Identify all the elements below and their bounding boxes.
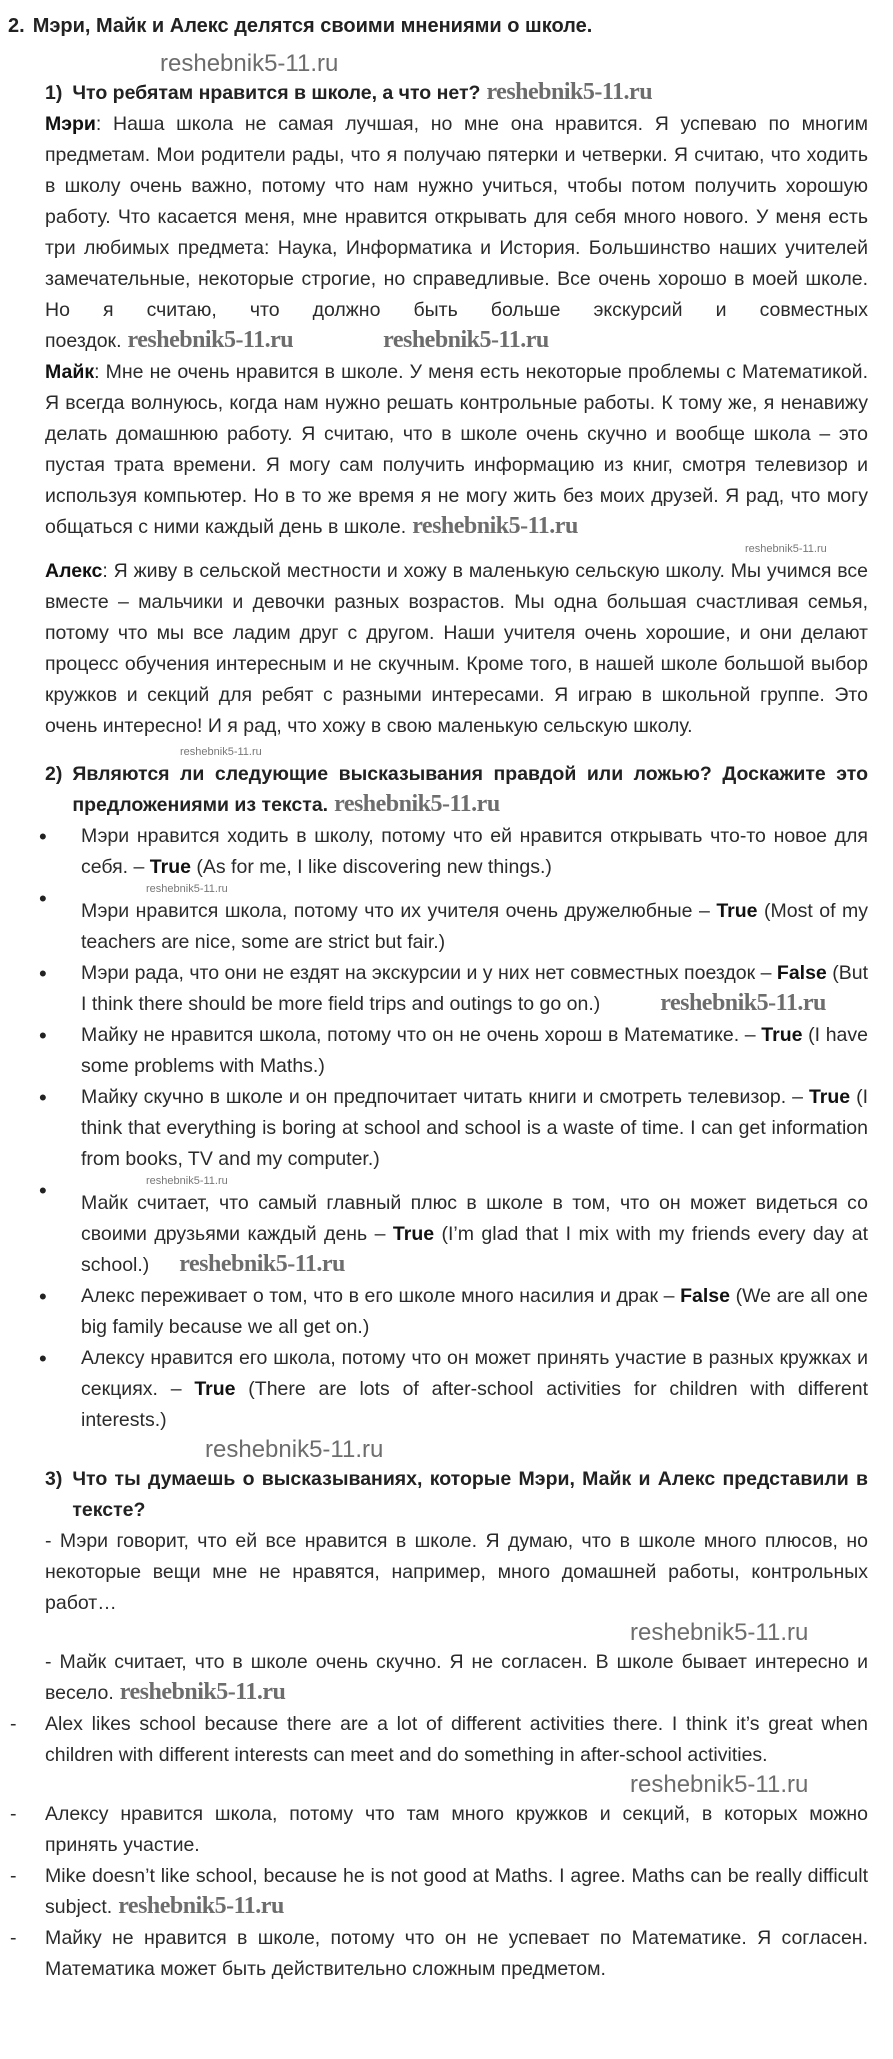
watermark: • reshebnik5-11.ru — [146, 1175, 228, 1187]
answer-item — [10, 1799, 868, 1861]
watermark: reshebnik5-11.ru — [660, 990, 826, 1016]
statement: Алекс переживает о том, что в его школе много насилия и драк – — [81, 1285, 681, 1307]
dash-marker: - — [10, 1927, 17, 1949]
evidence: (As for me, I like discovering new things.) — [190, 856, 552, 878]
answer-item — [10, 1709, 868, 1771]
list-item — [45, 1020, 868, 1082]
answer-text: Майк считает, что в школе очень скучно. Я не согласен. В школе бывает интересно и весело. — [45, 1651, 868, 1704]
answer-item — [10, 1923, 868, 1985]
watermark: reshebnik5-11.ru — [630, 1619, 809, 1646]
paragraph-text: : Я живу в сельской местности и хожу в маленькую сельскую школу. Мы учимся все вместе – мальчики и девочки разных возрастов. Мы одна большая счастливая семья, потому что мы все ладим друг с другом. Наши учителя очень хорошие, и они делают процесс обучения интересным и не скучным. Кроме того, в нашей школе большой выбор кружков и секций для ребят с разными интересами. Я играю в школьной группе. Это очень интересно! И я рад, что хожу в свою маленькую сельскую школу. — [45, 560, 868, 737]
watermark: • reshebnik5-11.ru — [146, 883, 228, 895]
evidence: (I think that everything is boring at school and school is a waste of time. I can get information from books, TV and my computer.) — [81, 1086, 868, 1170]
paragraph-text: : Мне не очень нравится в школе. У меня есть некоторые проблемы с Математикой. Я всегда волнуюсь, когда нам нужно решать контрольные работы. К тому же, я ненавижу делать домашнюю работу. Я считаю, что в школе очень скучно и вообще школа – это пустая трата времени. Я могу сам получить информацию из книг, смотря телевизор и используя компьютер. Но в то же время я не могу жить без моих друзей. Я рад, что могу общаться с ними каждый день в школе. — [45, 361, 868, 538]
statement: Майку не нравится школа, потому что он не очень хорош в Математике. – — [81, 1024, 762, 1046]
statement: Мэри нравится школа, потому что их учителя очень дружелюбные – — [81, 900, 717, 922]
evidence: (There are lots of after-school activities for children with different interests.) — [81, 1378, 868, 1431]
answer-text: Mike doesn’t like school, because he is not good at Maths. I agree. Maths can be really difficult subject. — [45, 1865, 868, 1918]
part3-question — [45, 1464, 868, 1526]
evidence: (I have some problems with Maths.) — [81, 1024, 868, 1077]
verdict: False — [680, 1285, 730, 1307]
answer-text: Майку не нравится в школе, потому что он не успевает по Математике. Я согласен. Математика может быть действительно сложным предметом. — [45, 1927, 868, 1980]
part2-question — [45, 759, 868, 821]
watermark: reshebnik5-11.ru — [630, 1771, 809, 1798]
answer-item — [45, 1526, 868, 1619]
exercise-number: 2. — [8, 15, 25, 37]
verdict: True — [194, 1378, 236, 1400]
watermark: reshebnik5-11.ru — [334, 791, 500, 817]
answer-text: Мэри говорит, что ей все нравится в школе. Я думаю, что в школе много плюсов, но некоторые вещи мне не нравятся, например, много домашней работы, контрольных работ… — [45, 1530, 868, 1614]
part2-number: 2) — [45, 763, 63, 785]
statement: Майк считает, что самый главный плюс в школе в том, что он может видеться со своими друзьями каждый день – — [81, 1192, 868, 1245]
answer-item — [10, 1861, 868, 1923]
dash-marker: - — [45, 1530, 52, 1552]
answer-text: Алексу нравится школа, потому что там много кружков и секций, в которых можно принять участие. — [45, 1803, 868, 1856]
statement: Мэри нравится ходить в школу, потому что ей нравится открывать что-то новое для себя. – — [81, 825, 868, 878]
part3-section — [10, 1464, 868, 1985]
watermark: reshebnik5-11.ru — [179, 1251, 345, 1277]
paragraph-text: : Наша школа не самая лучшая, но мне она нравится. Я успеваю по многим предметам. Мои родители рады, что я получаю пятерки и четверки. Я считаю, что ходить в школу очень важно, потому что нам нужно учиться, чтобы потом получить хорошую работу. Что касается меня, мне нравится открывать для себя много нового. У меня есть три любимых предмета: Наука, Информатика и История. Большинство наших учителей замечательные, некоторые строгие, но справедливые. Все очень хорошо в моей школе. Но я считаю, что должно быть больше экскурсий и совместных поездок. — [45, 113, 868, 352]
speaker-name: Майк — [45, 361, 95, 383]
mike-paragraph — [45, 357, 868, 543]
watermark: reshebnik5-11.ru — [486, 79, 653, 105]
evidence: (But I think there should be more field trips and outings to go on.) — [81, 962, 868, 1015]
part3-question-text: Что ты думаешь о высказываниях, которые Мэри, Майк и Алекс представили в тексте? — [72, 1468, 868, 1521]
answer-item — [45, 1647, 868, 1709]
list-item — [45, 1343, 868, 1436]
list-item — [45, 883, 868, 958]
verdict: True — [761, 1024, 803, 1046]
part1-number: 1) — [45, 82, 63, 104]
part1-section — [45, 50, 868, 742]
verdict: True — [716, 900, 758, 922]
verdict: True — [149, 856, 191, 878]
list-item — [45, 1082, 868, 1175]
watermark: reshebnik5-11.ru — [118, 1893, 284, 1919]
evidence: (I’m glad that I mix with my friends every day at school.) — [81, 1223, 868, 1276]
exercise-title-text: Мэри, Майк и Алекс делятся своими мнениями о школе. — [32, 15, 593, 37]
watermark: reshebnik5-11.ru — [180, 746, 262, 758]
list-item — [45, 1175, 868, 1281]
dash-marker: - — [10, 1713, 17, 1735]
watermark: reshebnik5-11.ru — [127, 327, 294, 353]
mary-paragraph — [45, 109, 868, 357]
true-false-list — [45, 821, 868, 1436]
list-item — [45, 1281, 868, 1343]
answer-text: Alex likes school because there are a lot of different activities there. I think it’s great when children with different interests can meet and do something in after-school activities. — [45, 1713, 868, 1766]
watermark: reshebnik5-11.ru — [160, 50, 339, 77]
list-item — [45, 958, 868, 1020]
watermark: reshebnik5-11.ru — [383, 327, 549, 353]
verdict: False — [776, 962, 827, 984]
evidence: (Most of my teachers are nice, some are strict but fair.) — [81, 900, 868, 953]
watermark: reshebnik5-11.ru — [205, 1436, 384, 1463]
part3-number: 3) — [45, 1468, 63, 1490]
part2-question-text: Являются ли следующие высказывания правдой или ложью? Доскажите это предложениями из текста. — [72, 763, 868, 816]
part1-question — [45, 78, 868, 109]
verdict: True — [392, 1223, 435, 1245]
exercise-title — [8, 12, 868, 40]
watermark: reshebnik5-11.ru — [745, 543, 827, 555]
speaker-name: Мэри — [45, 113, 96, 135]
list-item — [45, 821, 868, 883]
dash-marker: - — [10, 1865, 17, 1887]
alex-paragraph — [45, 556, 868, 742]
watermark: reshebnik5-11.ru — [119, 1679, 286, 1705]
evidence: (We are all one big family because we all get on.) — [81, 1285, 868, 1338]
statement: Мэри рада, что они не ездят на экскурсии и у них нет совместных поездок – — [81, 962, 777, 984]
verdict: True — [808, 1086, 851, 1108]
part2-question-wrap — [72, 759, 868, 821]
speaker-name: Алекс — [45, 560, 103, 582]
part1-question-text: Что ребятам нравится в школе, а что нет? — [72, 82, 481, 104]
statement: Алексу нравится его школа, потому что он может принять участие в разных кружках и секциях. – — [81, 1347, 868, 1400]
statement: Майку скучно в школе и он предпочитает читать книги и смотреть телевизор. – — [81, 1086, 809, 1108]
watermark: reshebnik5-11.ru — [412, 513, 578, 539]
part2-section — [45, 746, 868, 1464]
dash-marker: - — [10, 1803, 17, 1825]
dash-marker: - — [45, 1651, 52, 1673]
